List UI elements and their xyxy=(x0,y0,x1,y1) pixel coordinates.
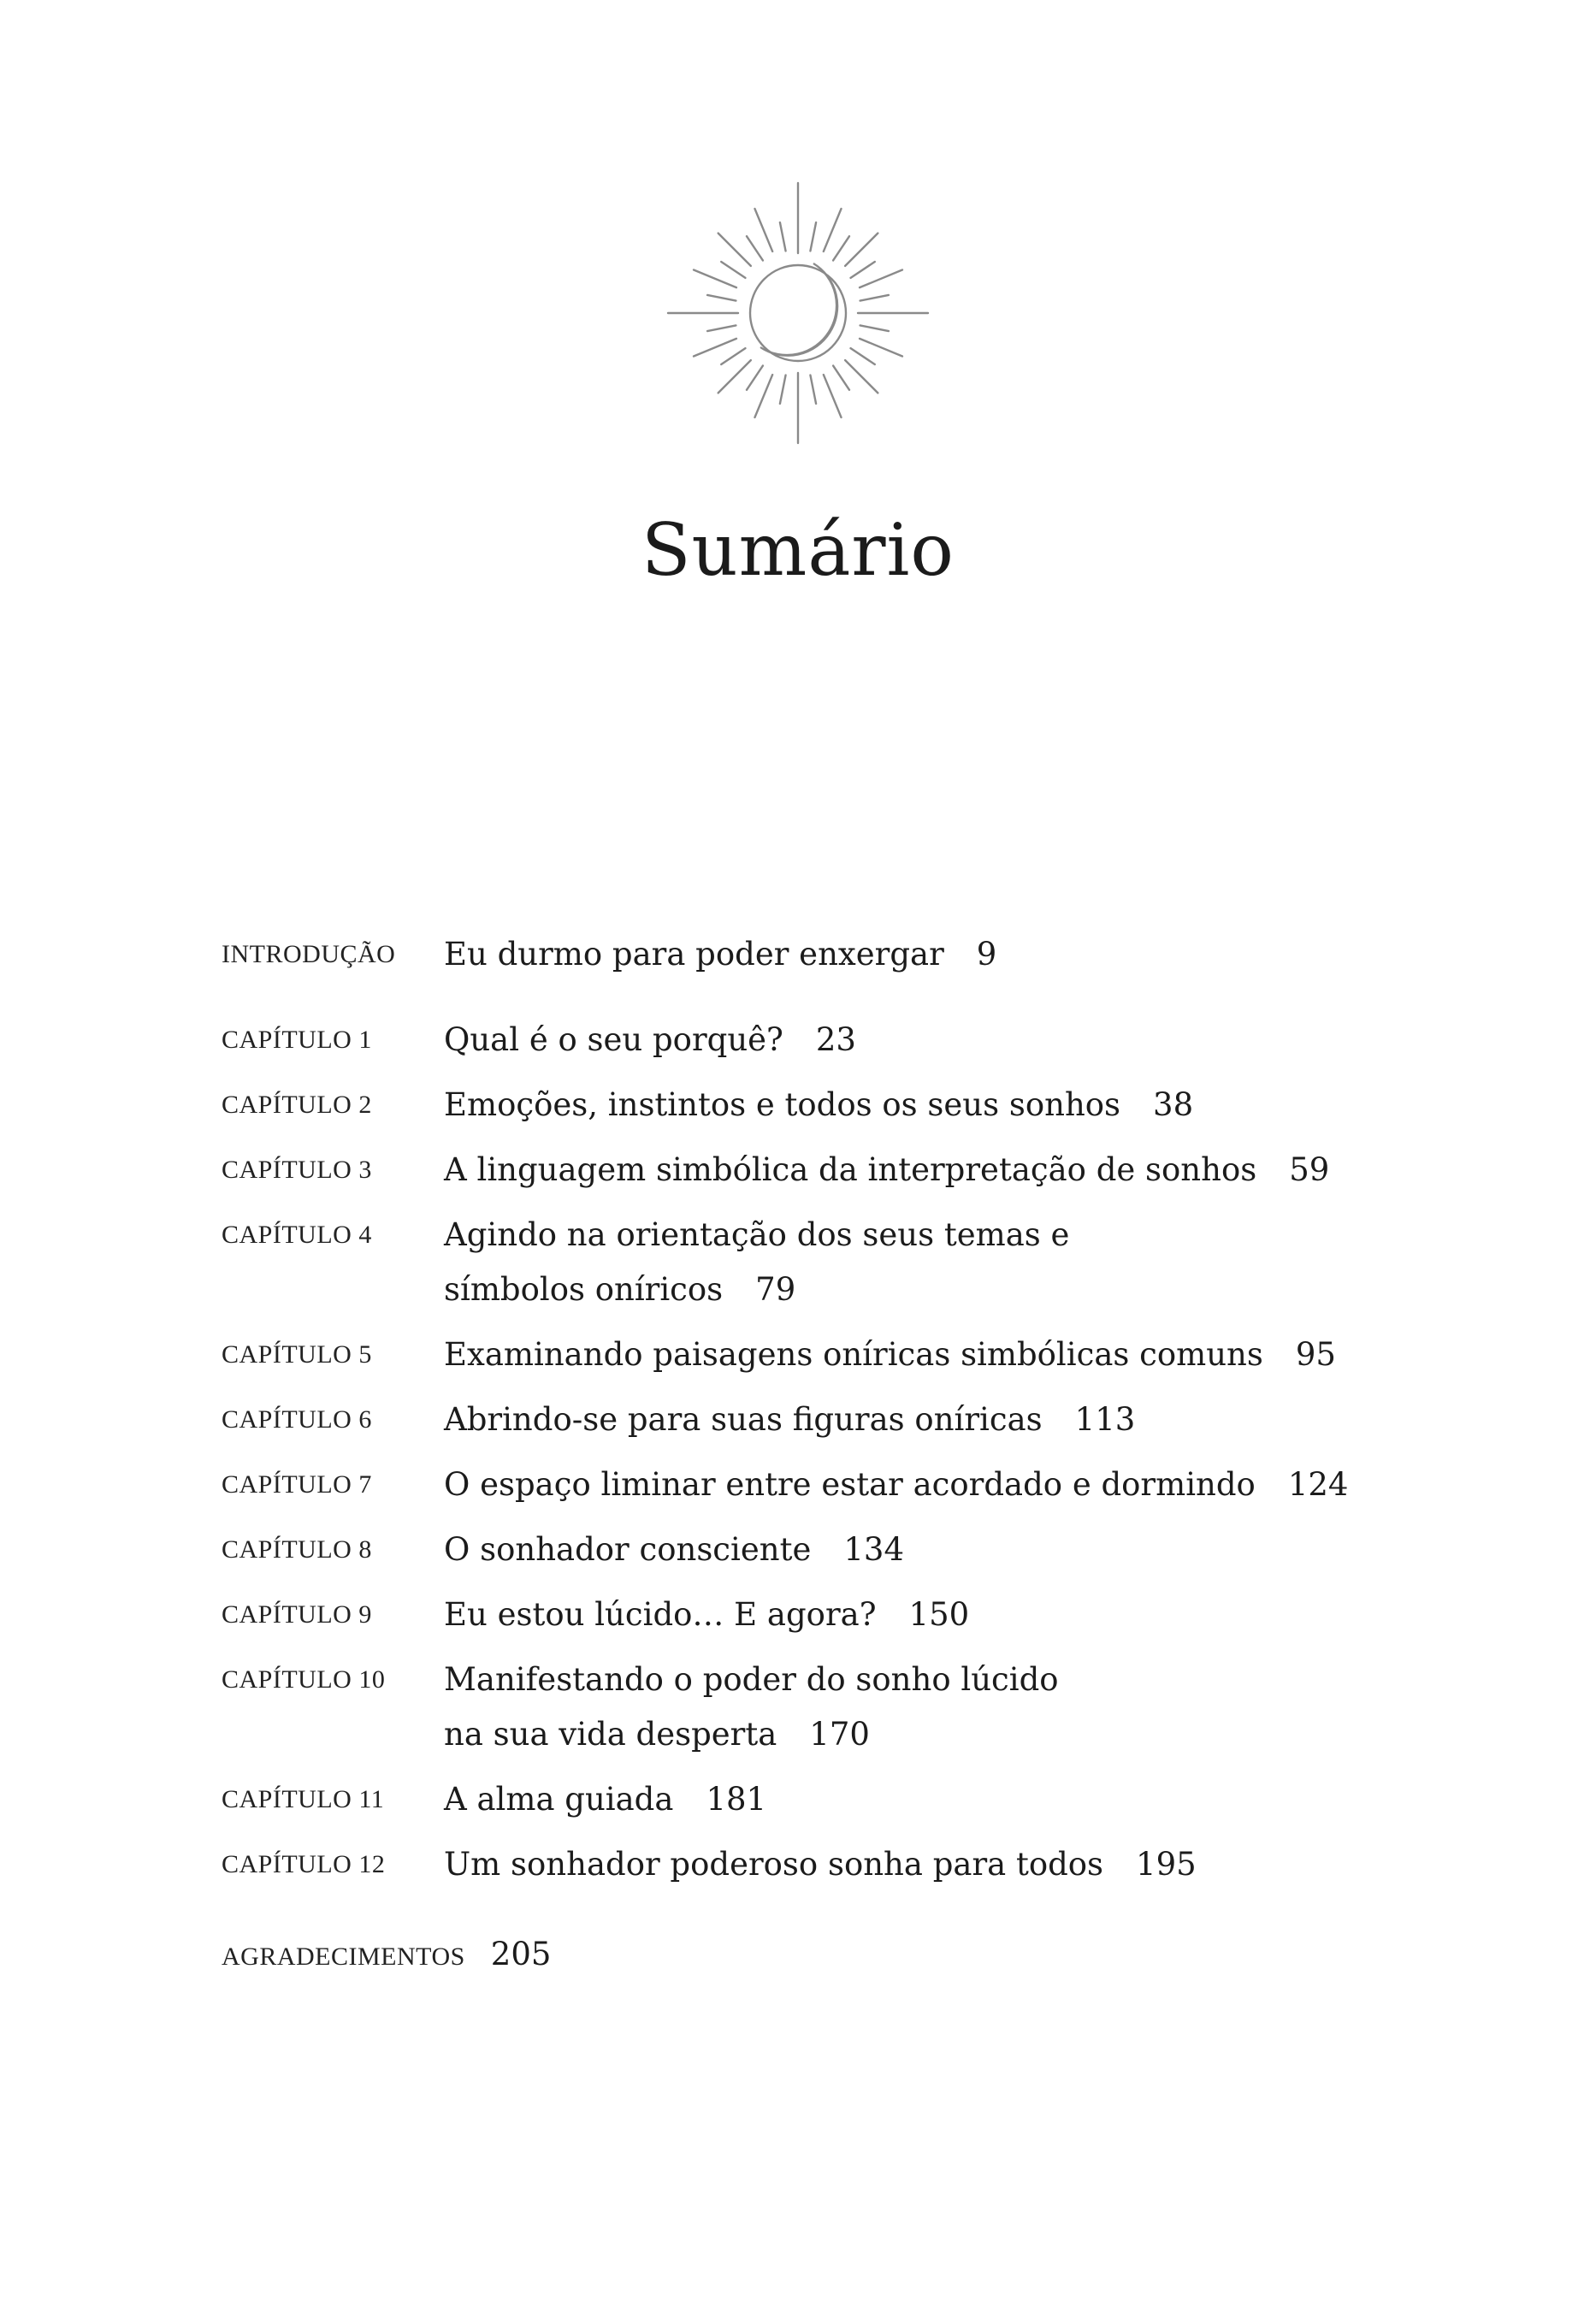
toc-entry-title xyxy=(444,1458,1348,1512)
toc-entry-page: 38 xyxy=(1153,1086,1194,1123)
toc-entry-title-text: Eu durmo para poder enxergar xyxy=(444,936,944,973)
toc-entry-page: 95 xyxy=(1295,1336,1336,1373)
toc-entry-title-text: Manifestando o poder do sonho lúcido xyxy=(444,1661,1059,1698)
toc-entry-title-text: O sonhador consciente xyxy=(444,1531,812,1568)
toc-entry-label: CAPÍTULO 5 xyxy=(222,1340,372,1369)
toc-entry-title xyxy=(444,1393,1135,1447)
toc-entry-label: CAPÍTULO 7 xyxy=(222,1470,372,1499)
toc-entry-title-text: Um sonhador poderoso sonha para todos xyxy=(444,1846,1104,1883)
toc-entry-title xyxy=(444,1013,856,1067)
toc-entry-title-text: Qual é o seu porquê? xyxy=(444,1021,783,1058)
toc-entry-label: CAPÍTULO 11 xyxy=(222,1785,385,1813)
toc-entry-title xyxy=(444,1208,1069,1263)
toc-entry-label: CAPÍTULO 4 xyxy=(222,1221,372,1249)
toc-entry-title-text: A linguagem simbólica da interpretação de sonhos xyxy=(444,1151,1257,1188)
toc-entry-label: AGRADECIMENTOS xyxy=(222,1943,465,1971)
toc-entry-label: CAPÍTULO 9 xyxy=(222,1600,372,1629)
toc-entry-title xyxy=(444,1143,1329,1197)
toc-entry-label: CAPÍTULO 3 xyxy=(222,1156,372,1184)
toc-entry-page: 181 xyxy=(706,1781,767,1818)
toc-entry-page: 195 xyxy=(1136,1846,1197,1883)
toc-entry-title-text: na sua vida desperta xyxy=(444,1716,777,1753)
toc-entry-title xyxy=(444,1837,1197,1892)
sun-moon-ornament-icon xyxy=(665,180,931,446)
toc-entry-title-text: Emoções, instintos e todos os seus sonhos xyxy=(444,1086,1121,1123)
toc-entry-label: CAPÍTULO 1 xyxy=(222,1026,372,1054)
toc-entry-title-text: Abrindo-se para suas figuras oníricas xyxy=(444,1401,1043,1438)
toc-entry-label: INTRODUÇÃO xyxy=(222,940,396,968)
toc-entry-title xyxy=(444,1523,904,1577)
toc-entry-page: 23 xyxy=(815,1021,856,1058)
toc-entry-acknowledgements[interactable] xyxy=(222,1936,1419,1974)
toc-entry-title xyxy=(444,1653,1059,1707)
toc-entry-title xyxy=(444,1707,870,1762)
toc-entry-label: CAPÍTULO 8 xyxy=(222,1535,372,1564)
toc-entry-page: 59 xyxy=(1289,1151,1330,1188)
toc-entry-title xyxy=(444,1328,1336,1382)
toc-entry-page: 205 xyxy=(490,1936,552,1972)
toc-entry-title xyxy=(444,1588,969,1642)
toc-entry-title xyxy=(444,1078,1193,1132)
toc-entry-title-text: A alma guiada xyxy=(444,1781,674,1818)
toc-entry-page: 150 xyxy=(908,1596,970,1633)
toc-entry-title xyxy=(444,1263,795,1317)
toc-entry-page: 134 xyxy=(843,1531,904,1568)
toc-entry-title-text: Eu estou lúcido… E agora? xyxy=(444,1596,877,1633)
toc-entry-label: CAPÍTULO 12 xyxy=(222,1850,386,1878)
toc-entry-label: CAPÍTULO 2 xyxy=(222,1091,372,1119)
toc-entry-title xyxy=(444,927,996,982)
toc-entry-page: 9 xyxy=(976,936,997,973)
page-title: Sumário xyxy=(641,508,955,593)
toc-entry-title-text: O espaço liminar entre estar acordado e dormindo xyxy=(444,1466,1256,1503)
toc-entry-page: 124 xyxy=(1287,1466,1349,1503)
toc-entry-title xyxy=(444,1772,766,1827)
toc-entry-label: CAPÍTULO 6 xyxy=(222,1405,372,1434)
toc-entry-title-text: Agindo na orientação dos seus temas e xyxy=(444,1216,1070,1253)
toc-entry-label: CAPÍTULO 10 xyxy=(222,1665,386,1694)
toc-entry-page: 79 xyxy=(755,1271,796,1308)
toc-entry-page: 170 xyxy=(809,1716,870,1753)
toc-entry-title-text: Examinando paisagens oníricas simbólicas comuns xyxy=(444,1336,1263,1373)
toc-entry-title-text: símbolos oníricos xyxy=(444,1271,724,1308)
toc-entry-page: 113 xyxy=(1074,1401,1136,1438)
